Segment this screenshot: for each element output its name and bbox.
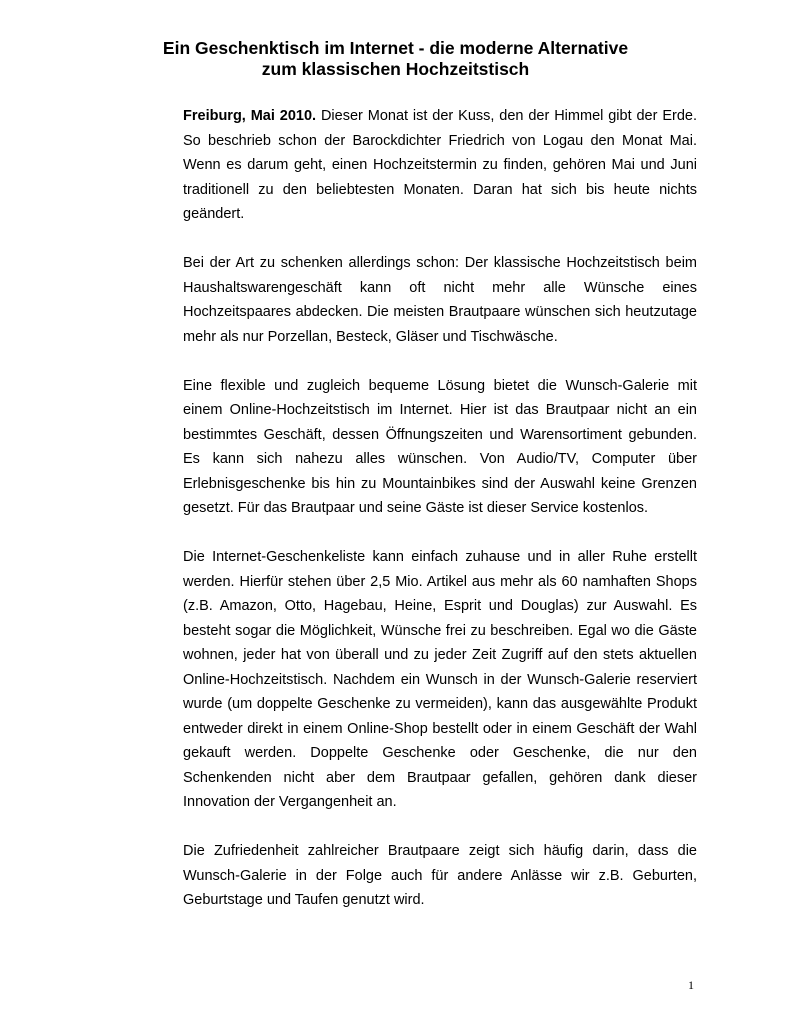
paragraph-5: Die Zufriedenheit zahlreicher Brautpaare zeigt sich häufig darin, dass die Wunsch-Galerie in der Folge auch für andere Anlässe wir z.B. Geburten, Geburtstage und Taufen genutzt wird.: [183, 843, 697, 908]
dateline: Freiburg, Mai 2010.: [183, 108, 317, 124]
title-line-1: Ein Geschenktisch im Internet - die moderne Alternative: [162, 38, 629, 58]
title-line-2: zum klassischen Hochzeitstisch: [261, 59, 530, 79]
paragraph-2: Bei der Art zu schenken allerdings schon: Der klassische Hochzeitstisch beim Haushaltswarengeschäft kann oft nicht mehr alle Wünsche eines Hochzeitspaares abdecken. Die meisten Brautpaare wünschen sich heutzutage mehr als nur Porzellan, Besteck, Gläser und Tischwäsche.: [183, 255, 697, 345]
document-title: [0, 38, 791, 80]
document-body: [183, 104, 697, 937]
paragraph-4: Die Internet-Geschenkeliste kann einfach zuhause und in aller Ruhe erstellt werden. Hierfür stehen über 2,5 Mio. Artikel aus mehr als 60 namhaften Shops (z.B. Amazon, Otto, Hagebau, Heine, Esprit und Douglas) zur Auswahl. Es besteht sogar die Möglichkeit, Wünsche frei zu beschreiben. Egal wo die Gäste wohnen, jeder hat von überall und zu jeder Zeit Zugriff auf den stets aktuellen Online-Hochzeitstisch. Nachdem ein Wunsch in der Wunsch-Galerie reserviert wurde (um doppelte Geschenke zu vermeiden), kann das ausgewählte Produkt entweder direkt in einem Online-Shop bestellt oder in einem Geschäft der Wahl gekauft werden. Doppelte Geschenke oder Geschenke, die nur den Schenkenden nicht aber dem Brautpaar gefallen, gehören dank dieser Innovation der Vergangenheit an.: [183, 549, 697, 810]
paragraph-1: [183, 104, 697, 227]
paragraph-3: Eine flexible und zugleich bequeme Lösung bietet die Wunsch-Galerie mit einem Online-Hochzeitstisch im Internet. Hier ist das Brautpaar nicht an ein bestimmtes Geschäft, dessen Öffnungszeiten und Warensortiment gebunden. Es kann sich nahezu alles wünschen. Von Audio/TV, Computer über Erlebnisgeschenke bis hin zu Mountainbikes sind der Auswahl keine Grenzen gesetzt. Für das Brautpaar und seine Gäste ist dieser Service kostenlos.: [183, 377, 697, 516]
page-number: 1: [688, 978, 694, 992]
paragraph-1-text: Dieser Monat ist der Kuss, den der Himmel gibt der Erde. So beschrieb schon der Barockdichter Friedrich von Logau den Monat Mai. Wenn es darum geht, einen Hochzeitstermin zu finden, gehören Mai und Juni traditionell zu den beliebtesten Monaten. Daran hat sich bis heute nichts geändert.: [183, 108, 697, 222]
